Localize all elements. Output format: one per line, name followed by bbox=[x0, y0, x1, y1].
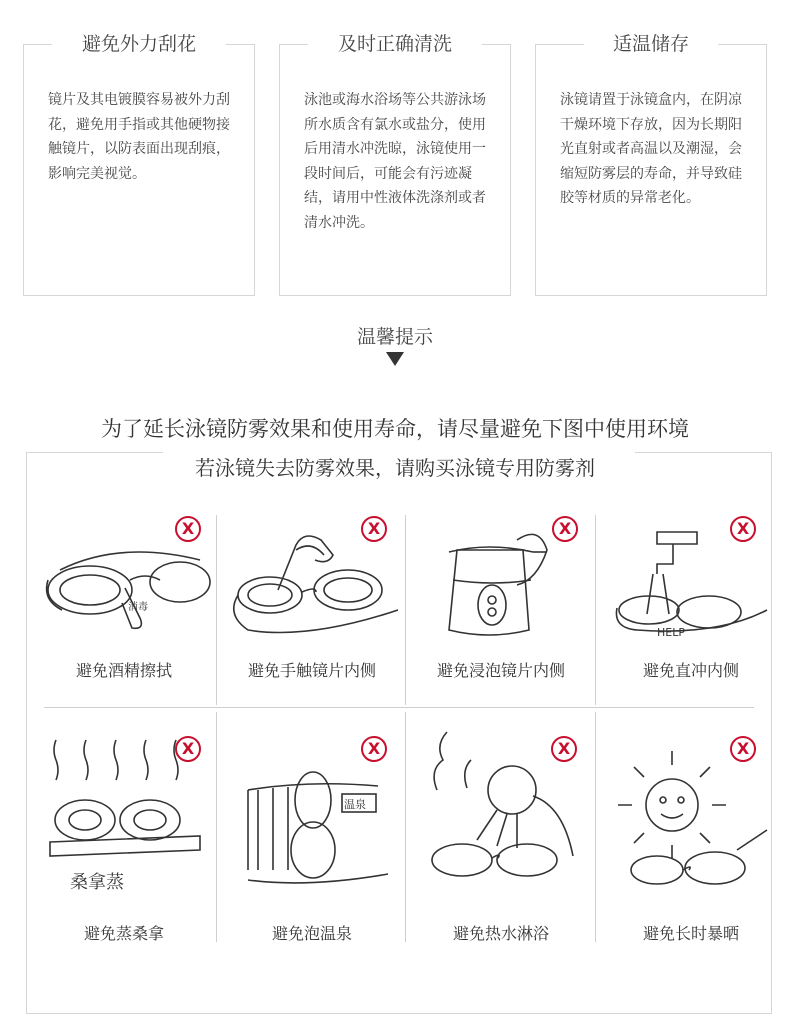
card-body: 镜片及其电镀膜容易被外力刮花，避免用手指或其他硬物接触镜片，以防表面出现刮痕，影响完美视觉。 bbox=[48, 92, 230, 182]
care-card-scratch bbox=[23, 33, 255, 296]
down-arrow-icon bbox=[386, 352, 404, 366]
tips-label: 温馨提示 bbox=[356, 326, 433, 348]
svg-text:消毒: 消毒 bbox=[128, 602, 148, 613]
warning-caption: 避免泡温泉 bbox=[271, 924, 352, 943]
warning-item-sun bbox=[597, 730, 785, 943]
warning-item-hot-spring bbox=[218, 730, 406, 943]
grid-divider bbox=[595, 712, 596, 942]
card-title: 适温储存 bbox=[612, 33, 689, 55]
svg-text:桑拿蒸: 桑拿蒸 bbox=[70, 872, 124, 893]
faucet-icon bbox=[597, 510, 785, 650]
card-body: 泳镜请置于泳镜盒内，在阴凉干燥环境下存放，因为长期阳光直射或者高温以及潮湿，会缩短防雾层的寿命，并导致硅胶等材质的异常老化。 bbox=[560, 92, 742, 206]
headline-primary: 为了延长泳镜防雾效果和使用寿命，请尽量避免下图中使用环境 bbox=[101, 417, 689, 441]
warning-item-faucet bbox=[597, 510, 785, 700]
prohibited-icon: X bbox=[730, 516, 756, 542]
headline-secondary: 若泳镜失去防雾效果，请购买泳镜专用防雾剂 bbox=[195, 456, 595, 480]
card-title: 及时正确清洗 bbox=[337, 33, 452, 55]
warning-item-sauna bbox=[30, 730, 218, 943]
warning-caption: 避免手触镜片内侧 bbox=[247, 661, 376, 680]
grid-divider bbox=[44, 707, 754, 708]
warning-item-finger bbox=[218, 510, 406, 700]
care-card-storage bbox=[535, 33, 767, 296]
care-card-cleaning bbox=[279, 33, 511, 296]
prohibited-icon: X bbox=[552, 516, 578, 542]
warning-item-alcohol bbox=[30, 510, 218, 700]
warning-caption: 避免长时暴晒 bbox=[642, 924, 739, 943]
warning-caption: 避免浸泡镜片内侧 bbox=[436, 661, 565, 680]
card-title: 避免外力刮花 bbox=[81, 33, 196, 55]
warning-item-hot-shower bbox=[407, 730, 595, 943]
warning-caption: 避免热水淋浴 bbox=[452, 924, 549, 943]
svg-text:温泉: 温泉 bbox=[344, 798, 366, 811]
prohibited-icon: X bbox=[175, 736, 201, 762]
prohibited-icon: X bbox=[361, 736, 387, 762]
sun-exposure-icon bbox=[597, 730, 785, 910]
warning-caption: 避免酒精擦拭 bbox=[75, 661, 172, 680]
warning-caption: 避免蒸桑拿 bbox=[83, 924, 164, 943]
prohibited-icon: X bbox=[551, 736, 577, 762]
prohibited-icon: X bbox=[175, 516, 201, 542]
prohibited-icon: X bbox=[730, 736, 756, 762]
svg-text:HELP: HELP bbox=[657, 626, 685, 639]
warning-item-soak bbox=[407, 510, 595, 700]
warning-caption: 避免直冲内侧 bbox=[642, 661, 739, 680]
prohibited-icon: X bbox=[361, 516, 387, 542]
grid-divider bbox=[595, 515, 596, 705]
card-body: 泳池或海水浴场等公共游泳场所水质含有氯水或盐分，使用后用清水冲洗晾，泳镜使用一段时间后，可能会有污迹凝结，请用中性液体洗涤剂或者清水冲洗。 bbox=[304, 92, 486, 231]
